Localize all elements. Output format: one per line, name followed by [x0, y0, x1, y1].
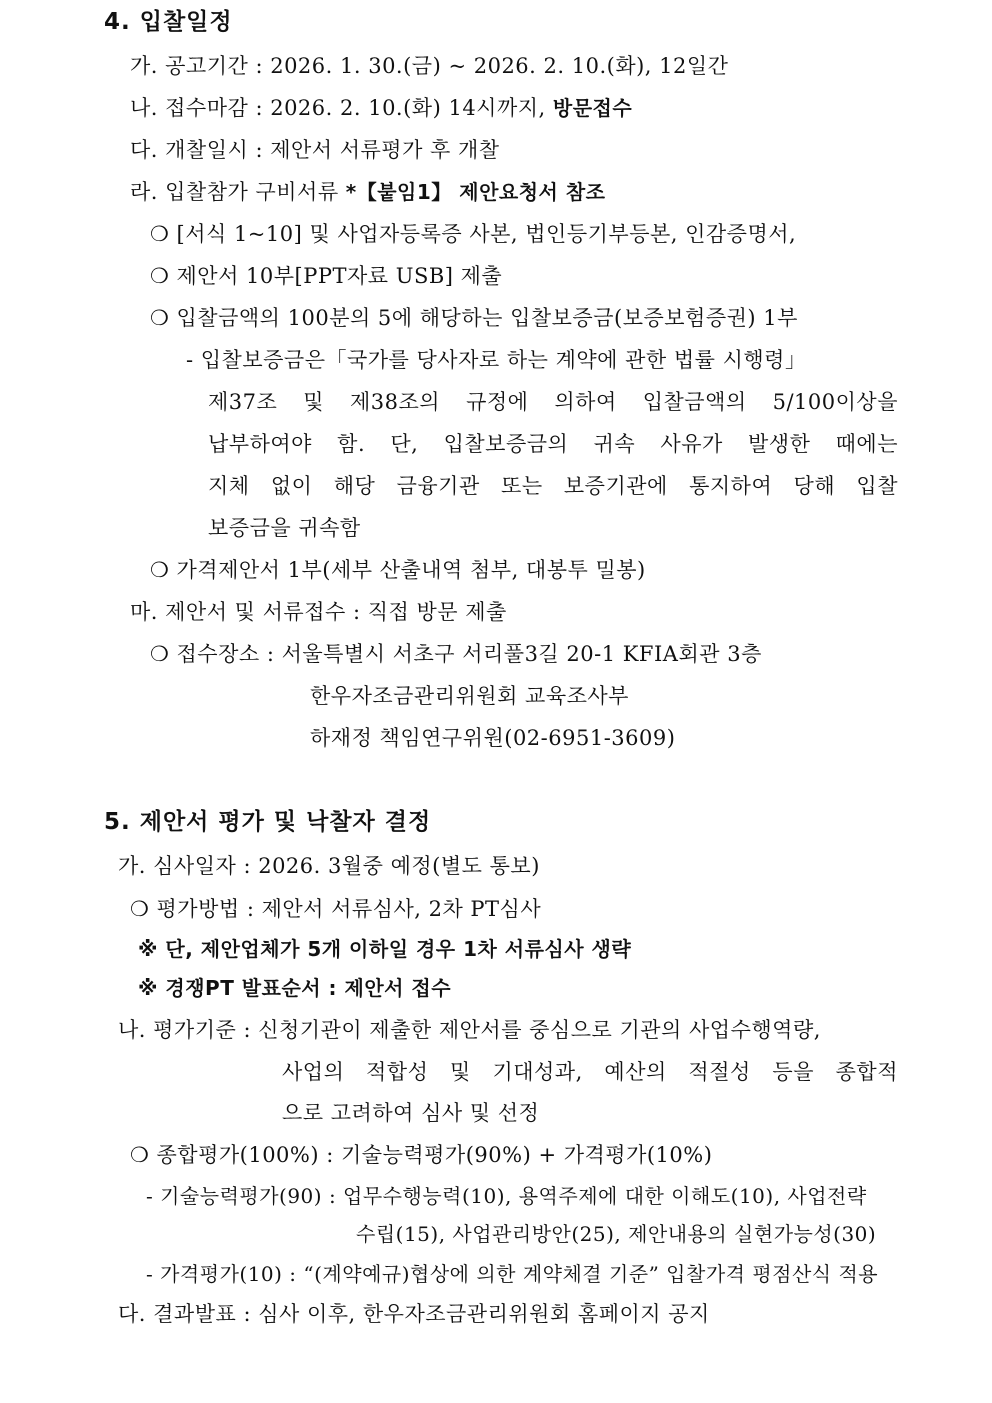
- submission-deadline-text: 나. 접수마감 : 2026. 2. 10.(화) 14시까지,: [130, 96, 553, 120]
- review-date: 가. 심사일자 : 2026. 3월중 예정(별도 통보): [118, 854, 540, 878]
- section5-title: 5. 제안서 평가 및 낙찰자 결정: [104, 809, 432, 835]
- note-pt-order: ※ 경쟁PT 발표순서 : 제안서 접수: [138, 976, 452, 1000]
- submission-method: 마. 제안서 및 서류접수 : 직접 방문 제출: [130, 600, 507, 624]
- result-announcement: 다. 결과발표 : 심사 이후, 한우자조금관리위원회 홈페이지 공지: [118, 1302, 710, 1326]
- doc-item-price-proposal: ❍ 가격제안서 1부(세부 산출내역 첨부, 대봉투 밀봉): [150, 558, 646, 582]
- reception-place: ❍ 접수장소 : 서울특별시 서초구 서리풀3길 20-1 KFIA회관 3층: [150, 642, 762, 666]
- doc-item-forms: ❍ [서식 1~10] 및 사업자등록증 사본, 법인등기부등본, 인감증명서,: [150, 222, 797, 246]
- attachment-reference: *【붙임1】 제안요청서 참조: [345, 180, 606, 204]
- doc-item-deposit: ❍ 입찰금액의 100분의 5에 해당하는 입찰보증금(보증보험증권) 1부: [150, 306, 798, 330]
- technical-evaluation-line: 수립(15), 사업관리방안(25), 제안내용의 실현가능성(30): [356, 1222, 877, 1246]
- reception-department: 한우자조금관리위원회 교육조사부: [310, 684, 629, 708]
- deposit-note-line: - 입찰보증금은「국가를 당사자로 하는 계약에 관한 법률 시행령」: [186, 348, 807, 372]
- visit-submission-label: 방문접수: [552, 96, 633, 120]
- required-documents: [130, 178, 605, 206]
- required-documents-text: 라. 입찰참가 구비서류: [130, 180, 346, 204]
- price-evaluation: - 가격평가(10) : “(계약예규)협상에 의한 계약체결 기준” 입찰가격 평점산식 적용: [146, 1262, 879, 1286]
- deposit-note-line: 제37조 및 제38조의 규정에 의하여 입찰금액의 5/100이상을: [208, 390, 898, 414]
- submission-deadline: [130, 94, 632, 122]
- reception-contact: 하재정 책임연구위원(02-6951-3609): [310, 726, 676, 750]
- note-skip-document-review: ※ 단, 제안업체가 5개 이하일 경우 1차 서류심사 생략: [138, 937, 632, 961]
- deposit-note-line: 지체 없이 해당 금융기관 또는 보증기관에 통지하여 당해 입찰: [208, 474, 898, 498]
- deposit-note-line: 납부하여야 함. 단, 입찰보증금의 귀속 사유가 발생한 때에는: [208, 432, 898, 456]
- bid-period: 가. 공고기간 : 2026. 1. 30.(금) ~ 2026. 2. 10.(화), 12일간: [130, 54, 729, 78]
- evaluation-criteria: 나. 평가기준 : 신청기관이 제출한 제안서를 중심으로 기관의 사업수행역량,: [118, 1018, 821, 1042]
- overall-evaluation: ❍ 종합평가(100%) : 기술능력평가(90%) + 가격평가(10%): [130, 1143, 713, 1167]
- opening-date: 다. 개찰일시 : 제안서 서류평가 후 개찰: [130, 138, 500, 162]
- deposit-note-line: 보증금을 귀속함: [208, 516, 361, 540]
- section4-title: 4. 입찰일정: [104, 9, 233, 35]
- technical-evaluation: - 기술능력평가(90) : 업무수행능력(10), 용역주제에 대한 이해도(10), 사업전략: [146, 1184, 867, 1208]
- evaluation-criteria-line: 으로 고려하여 심사 및 선정: [282, 1101, 540, 1125]
- evaluation-criteria-line: 사업의 적합성 및 기대성과, 예산의 적절성 등을 종합적: [282, 1060, 898, 1084]
- doc-item-proposal: ❍ 제안서 10부[PPT자료 USB] 제출: [150, 264, 503, 288]
- evaluation-method: ❍ 평가방법 : 제안서 서류심사, 2차 PT심사: [130, 897, 542, 921]
